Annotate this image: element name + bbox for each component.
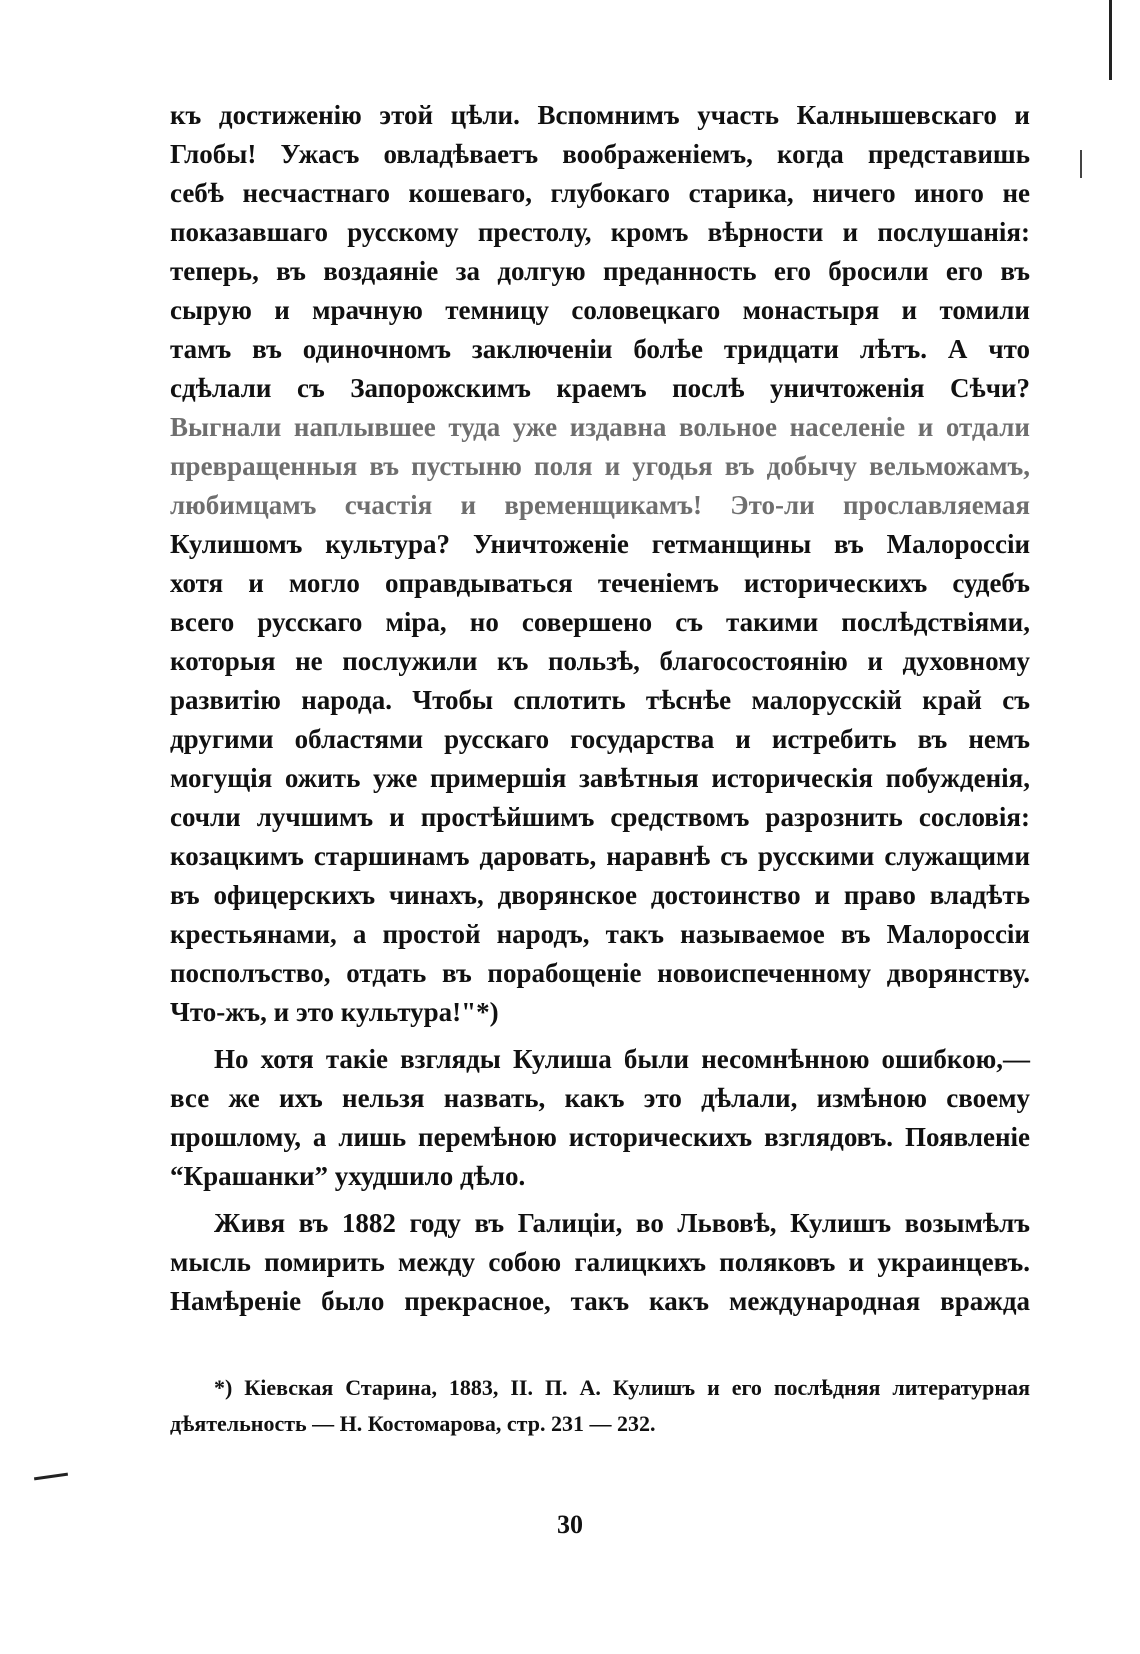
text-line: другими областями русскаго государства и истребить въ немъ [170, 724, 1030, 754]
text-line: Кулишомъ культура? Уничтоженіе гетманщины въ Малороссіи [170, 529, 1030, 559]
text-line: козацкимъ старшинамъ даровать, наравнѣ съ русскими служащими [170, 841, 1030, 871]
paragraph-gap [170, 1196, 1030, 1204]
text-line: сочли лучшимъ и простѣйшимъ средствомъ разрознить сословія: [170, 802, 1030, 832]
main-text [170, 96, 1030, 1321]
text-line: показавшаго русскому престолу, кромъ вѣрности и послушанія: [170, 217, 1030, 247]
text-line: Что-жъ, и это культура!"*) [170, 997, 499, 1027]
text-line: Глобы! Ужасъ овладѣваетъ воображеніемъ, когда представишь [170, 139, 1030, 169]
text-line: любимцамъ счастія и временщикамъ! Это-ли прославляемая [170, 490, 1030, 520]
text-line: всего русскаго міра, но совершено съ такими послѣдствіями, [170, 607, 1030, 637]
paragraph-gap [170, 1032, 1030, 1040]
text-line: крестьянами, а простой народъ, такъ называемое въ Малороссіи [170, 919, 1030, 949]
text-line: сдѣлали съ Запорожскимъ краемъ послѣ уничтоженія Сѣчи? [170, 373, 1030, 403]
text-line: превращенныя въ пустыню поля и угодья въ добычу вельможамъ, [170, 451, 1030, 481]
footnote-line: *) Кіевская Старина, 1883, II. П. А. Кулишъ и его послѣдняя литературная [214, 1375, 1030, 1400]
text-line: хотя и могло оправдываться теченіемъ историческихъ судебъ [170, 568, 1030, 598]
text-line: теперь, въ воздаяніе за долгую преданность его бросили его въ [170, 256, 1030, 286]
text-line: “Крашанки” ухудшило дѣло. [170, 1161, 526, 1191]
footnote [170, 1370, 1030, 1442]
text-line: мысль помирить между собою галицкихъ поляковъ и украинцевъ. [170, 1247, 1030, 1277]
text-line: все же ихъ нельзя назвать, какъ это дѣлали, измѣною своему [170, 1083, 1030, 1113]
text-line: сырую и мрачную темницу соловецкаго монастыря и томили [170, 295, 1030, 325]
scan-margin-rule [1109, 0, 1112, 80]
text-line: развитію народа. Чтобы сплотить тѣснѣе малорусскій край съ [170, 685, 1030, 715]
text-line: Живя въ 1882 году въ Галиціи, во Львовѣ, Кулишъ возымѣлъ [214, 1208, 1030, 1238]
text-line: къ достиженію этой цѣли. Вспомнимъ участь Калнышевскаго и [170, 100, 1030, 130]
scan-margin-tick [1080, 150, 1082, 178]
text-line: посполъство, отдать въ порабощеніе новоиспеченному дворянству. [170, 958, 1030, 988]
text-line: тамъ въ одиночномъ заключеніи болѣе тридцати лѣтъ. А что [170, 334, 1030, 364]
text-line: Выгнали наплывшее туда уже издавна вольное населеніе и отдали [170, 412, 1030, 442]
text-line: могущія ожить уже примершія завѣтныя историческія побужденія, [170, 763, 1030, 793]
footnote-line: дѣятельность — Н. Костомарова, стр. 231 — 232. [170, 1411, 656, 1436]
text-line: себѣ несчастнаго кошеваго, глубокаго старика, ничего иного не [170, 178, 1030, 208]
text-line: которыя не послужили къ пользѣ, благосостоянію и духовному [170, 646, 1030, 676]
text-line: въ офицерскихъ чинахъ, дворянское достоинство и право владѣть [170, 880, 1030, 910]
text-line: прошлому, а лишь перемѣною историческихъ взглядовъ. Появленіе [170, 1122, 1030, 1152]
text-line: Но хотя такіе взгляды Кулиша были несомнѣнною ошибкою,— [214, 1044, 1030, 1074]
scan-edge-mark [34, 1473, 68, 1481]
text-line: Намѣреніе было прекрасное, такъ какъ международная вражда [170, 1286, 1030, 1316]
page-number: 30 [557, 1510, 583, 1539]
